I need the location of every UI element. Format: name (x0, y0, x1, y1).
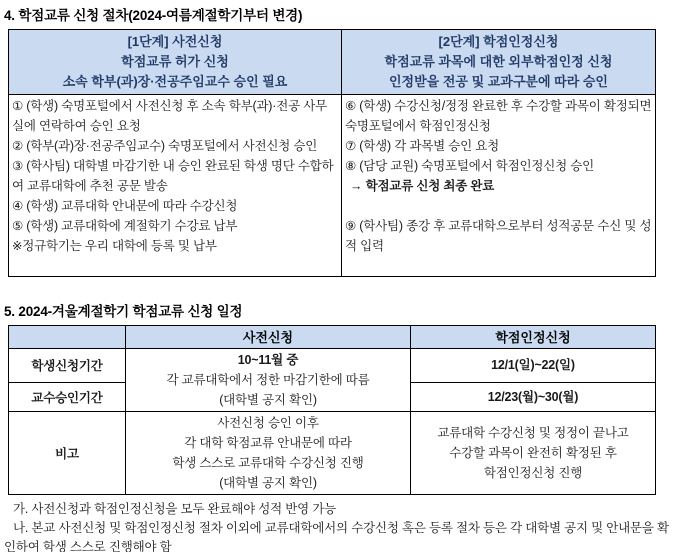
stage2-header-line1: [2단계] 학점인정신청 (438, 34, 559, 49)
pre-application-period-cell (126, 349, 411, 412)
section-4-title: 4. 학점교류 신청 절차(2024-여름계절학기부터 변경) (4, 8, 303, 23)
remarks-pre-line2: 각 대학 학점교류 안내문에 따라 (184, 436, 352, 450)
remarks-credit-line1: 교류대학 수강신청 및 정정이 끝나고 (437, 426, 629, 440)
credit-approval-header: 학점인정신청 (411, 326, 656, 349)
section-5-title: 5. 2024-겨울계절학기 학점교류 신청 일정 (4, 304, 243, 319)
stage1-steps-cell (9, 95, 342, 277)
student-credit-period-cell: 12/1(일)~22(일) (411, 349, 656, 383)
step-2: ② (학부(과)장·전공주임교수) 숙명포털에서 사전신청 승인 (12, 139, 318, 153)
step-8: ⑧ (담당 교원) 숙명포털에서 학점인정신청 승인 (345, 159, 595, 173)
step-3: ③ (학사팀) 대학별 마감기한 내 승인 완료된 학생 명단 수합하여 교류대학에 추천 공문 발송 (12, 159, 334, 193)
schedule-header-row (9, 326, 656, 349)
final-completion-note: → 학점교류 신청 최종 완료 (350, 179, 495, 193)
professor-credit-period-cell: 12/23(월)~30(월) (411, 382, 656, 411)
pre-period-line3: (대학별 공지 확인) (219, 393, 317, 407)
blank-line (345, 196, 652, 216)
stage1-header-line2: 학점교류 허가 신청 (121, 54, 229, 69)
step-4: ④ (학생) 교류대학 안내문에 따라 수강신청 (12, 199, 238, 213)
remarks-credit-line2: 수강할 과목이 완전히 확정된 후 (449, 446, 617, 460)
student-period-row (9, 349, 656, 383)
step-9: ⑨ (학사팀) 종강 후 교류대학으로부터 성적공문 수신 및 성적 입력 (345, 219, 652, 253)
stage2-steps-cell (342, 95, 656, 277)
procedure-body-row (9, 95, 656, 277)
stage2-header-line3: 인정받을 전공 및 교과구분에 따라 승인 (389, 74, 608, 89)
stage1-header-cell (9, 30, 342, 95)
remarks-pre-line4: (대학별 공지 확인) (219, 476, 317, 490)
pre-period-line1: 10~11월 중 (237, 353, 299, 367)
stage2-header-line2: 학점교류 과목에 대한 외부학점인정 신청 (384, 54, 613, 69)
remarks-label: 비고 (9, 412, 126, 495)
procedure-header-row (9, 30, 656, 95)
step-1: ① (학생) 숙명포털에서 사전신청 후 소속 학부(과)·전공 사무실에 연락하여 승인 요청 (12, 99, 327, 133)
remarks-pre-cell (126, 412, 411, 495)
step-5: ⑤ (학생) 교류대학에 계절학기 수강료 납부 (12, 219, 238, 233)
remarks-credit-cell (411, 412, 656, 495)
footnote-ga: 가. 사전신청과 학점인정신청을 모두 완료해야 성적 반영 가능 (13, 502, 337, 516)
remarks-credit-line3: 학점인정신청 진행 (483, 466, 583, 480)
remarks-row (9, 412, 656, 495)
step-7: ⑦ (학생) 각 과목별 승인 요청 (345, 139, 500, 153)
student-period-label: 학생신청기간 (9, 349, 126, 383)
footnotes (4, 500, 672, 552)
remarks-pre-line1: 사전신청 승인 이후 (217, 416, 319, 430)
pre-period-line2: 각 교류대학에서 정한 마감기한에 따름 (166, 373, 370, 387)
stage2-header-cell (342, 30, 656, 95)
corner-cell (9, 326, 126, 349)
footnote-na: 나. 본교 사전신청 및 학점인정신청 절차 이외에 교류대학에서의 수강신청 혹은 등록 절차 등은 각 대학별 공지 및 안내문을 확인하여 학생 스스로 진행해야 함 (4, 521, 669, 552)
pre-application-header: 사전신청 (126, 326, 411, 349)
stage1-header-line3: 소속 학부(과)장·전공주임교수 승인 필요 (62, 74, 288, 89)
stage1-header-line1: [1단계] 사전신청 (127, 34, 223, 49)
regular-semester-note: ※정규학기는 우리 대학에 등록 및 납부 (12, 239, 217, 253)
procedure-table (8, 29, 656, 277)
schedule-table (8, 325, 656, 495)
remarks-pre-line3: 학생 스스로 교류대학 수강신청 진행 (172, 456, 364, 470)
professor-period-label: 교수승인기간 (9, 382, 126, 411)
step-6: ⑥ (학생) 수강신청/정정 완료한 후 수강할 과목이 확정되면 숙명포털에서 학점인정신청 (345, 99, 652, 133)
